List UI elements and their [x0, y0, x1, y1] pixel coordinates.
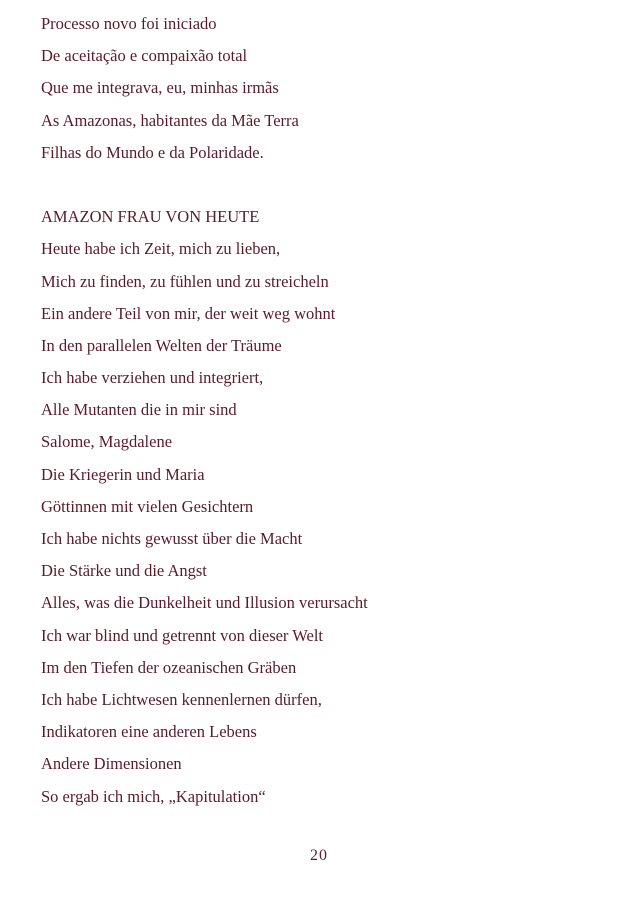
poem-line: Alles, was die Dunkelheit und Illusion verursacht	[41, 593, 368, 613]
poem-line: Alle Mutanten die in mir sind	[41, 400, 237, 420]
poem-line: Im den Tiefen der ozeanischen Gräben	[41, 657, 297, 677]
poem-line: Indikatoren eine anderen Lebens	[41, 722, 257, 742]
page-number: 20	[310, 847, 328, 864]
poem-line: Ich war blind und getrennt von dieser Welt	[41, 625, 323, 645]
poem-line: Mich zu finden, zu fühlen und zu streicheln	[41, 271, 329, 291]
poem-line: Ein andere Teil von mir, der weit weg wohnt	[41, 303, 336, 323]
stanza-spacer	[41, 169, 621, 201]
portuguese-line: As Amazonas, habitantes da Mãe Terra	[41, 110, 299, 130]
portuguese-line: Filhas do Mundo e da Polaridade.	[41, 142, 264, 162]
poem-line: Die Kriegerin und Maria	[41, 464, 205, 484]
poem-line: Göttinnen mit vielen Gesichtern	[41, 496, 254, 516]
poem-line: Andere Dimensionen	[41, 754, 182, 774]
poem-line: So ergab ich mich, „Kapitulation“	[41, 786, 266, 806]
poem-line: Die Stärke und die Angst	[41, 561, 207, 581]
poem-line: Ich habe verziehen und integriert,	[41, 368, 264, 388]
poem-line: In den parallelen Welten der Träume	[41, 335, 282, 355]
portuguese-line: Que me integrava, eu, minhas irmãs	[41, 78, 279, 98]
poem-title: AMAZON FRAU VON HEUTE	[41, 207, 260, 227]
poem-line: Heute habe ich Zeit, mich zu lieben,	[41, 239, 281, 259]
poem-line: Ich habe nichts gewusst über die Macht	[41, 529, 303, 548]
poem-text-block	[41, 8, 621, 813]
poem-line: Ich habe Lichtwesen kennenlernen dürfen,	[41, 689, 322, 709]
poem-line: Salome, Magdalene	[41, 432, 173, 452]
portuguese-line: Processo novo foi iniciado	[41, 14, 217, 33]
portuguese-line: De aceitação e compaixão total	[41, 46, 248, 66]
